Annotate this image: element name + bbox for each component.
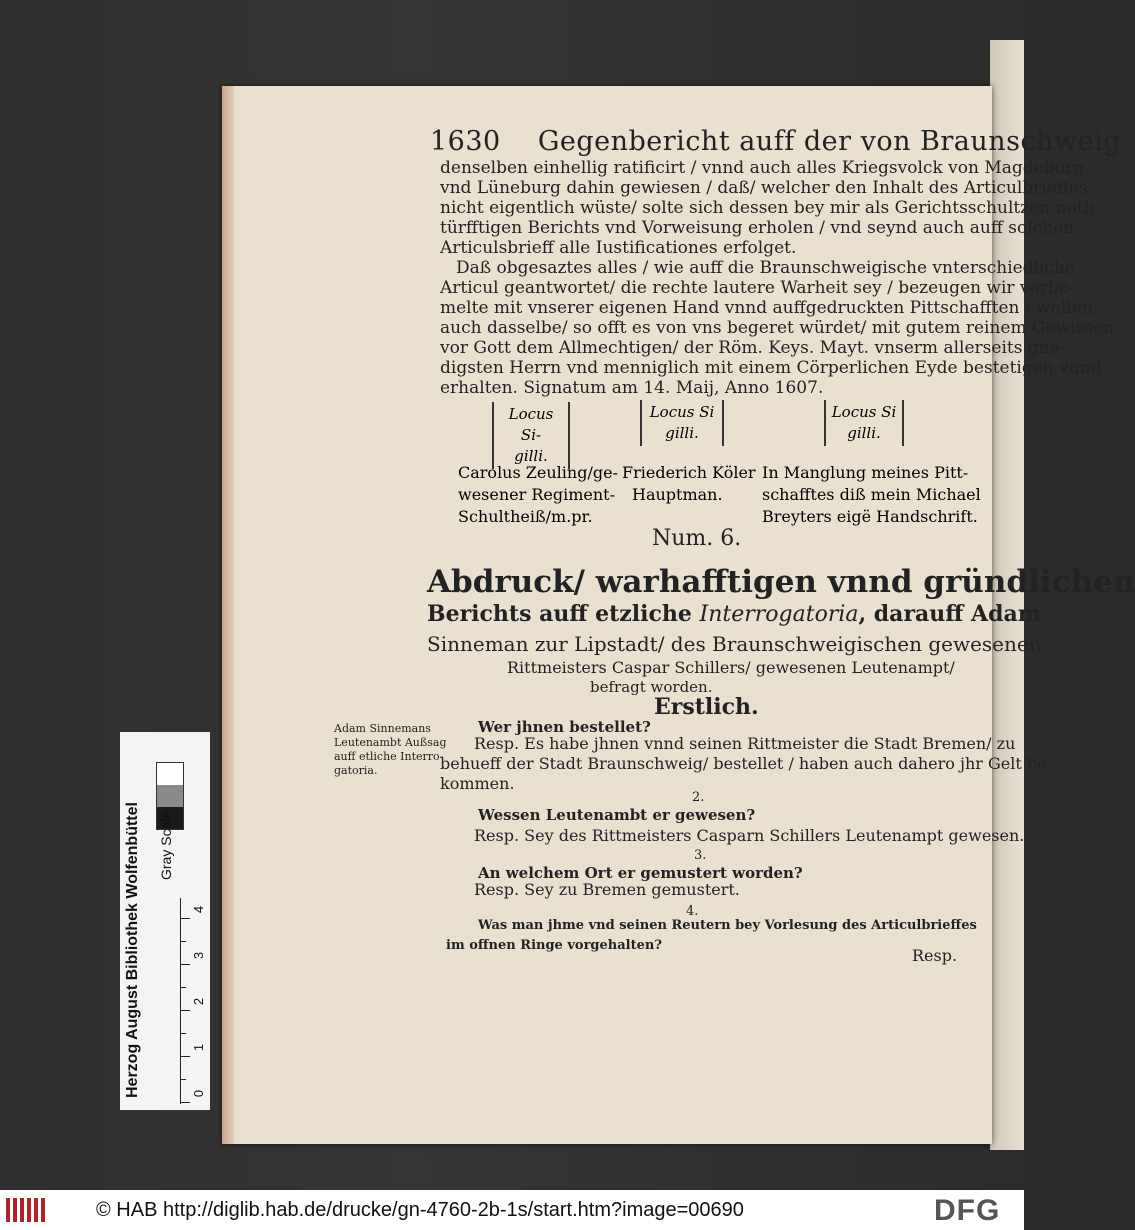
- seal-box: [492, 402, 570, 469]
- ruler-tick: [180, 1010, 190, 1011]
- page-header: [430, 126, 1121, 157]
- section-title: Abdruck/ warhafftigen vnnd gründlichen: [427, 564, 1135, 600]
- signature-line: In Manglung meines Pitt-: [762, 463, 969, 482]
- body-line: nicht eigentlich wüste/ solte sich dessen bey mir als Gerichtsschultzen noth-: [440, 198, 1101, 218]
- seal-text: Locus Si-: [508, 405, 554, 444]
- question-number: 4.: [686, 904, 699, 919]
- page-number: 1630: [430, 126, 501, 157]
- body-line: erhalten. Signatum am 14. Maij, Anno 1607.: [440, 378, 824, 398]
- section-number: Num. 6.: [652, 526, 742, 551]
- seal-box: [824, 400, 904, 446]
- margin-note-line: gatoria.: [334, 764, 378, 777]
- document-page: [222, 86, 1135, 1144]
- ruler-label: 0: [191, 1089, 207, 1098]
- body-line: vor Gott dem Allmechtigen/ der Röm. Keys. Mayt. vnserm allerseits gne-: [440, 338, 1066, 358]
- seal-text: gilli.: [847, 424, 881, 442]
- ruler-tick: [180, 987, 186, 988]
- signature-line: schafftes diß mein Michael: [762, 485, 981, 504]
- section-title-line: [427, 601, 1041, 627]
- ruler-label: 2: [191, 997, 207, 1006]
- swatch-gray: [157, 785, 183, 807]
- ruler: [180, 898, 207, 1104]
- subheading: Erstlich.: [654, 694, 759, 720]
- ruler-label: 3: [191, 951, 207, 960]
- signature-block: [622, 462, 756, 506]
- signature-line: Breyters eigë Handschrift.: [762, 507, 978, 526]
- question: Was man jhme vnd seinen Reutern bey Vorlesung des Articulbrieffes: [478, 918, 977, 933]
- page-binding-edge: [222, 86, 234, 1144]
- signature-line: Hauptman.: [632, 485, 723, 504]
- title-italic: Interrogatoria: [699, 602, 859, 627]
- ruler-tick: [180, 1056, 190, 1057]
- body-line: vnd Lüneburg dahin gewiesen / daß/ welcher den Inhalt des Articulbrieffes: [440, 178, 1088, 198]
- margin-note-line: Leutenambt Außsag: [334, 736, 447, 749]
- seal-text: gilli.: [514, 447, 548, 465]
- answer-line: Resp. Sey zu Bremen gemustert.: [474, 880, 740, 899]
- body-line: Articul geantwortet/ die rechte lautere Warheit sey / bezeugen wir vorbe-: [440, 278, 1075, 298]
- title-text: Berichts auff etzliche: [427, 601, 700, 627]
- body-line: Daß obgesaztes alles / wie auff die Braunschweigische vnterschiedliche: [456, 258, 1075, 278]
- seal-text: Locus Si: [831, 403, 897, 421]
- title-text: , darauff Adam: [858, 601, 1041, 627]
- body-line: melte mit vnserer eigenen Hand vnnd auffgedruckten Pittschafften / wollen: [440, 298, 1093, 318]
- seal-text: gilli.: [665, 424, 699, 442]
- footer-bar: [0, 1190, 1024, 1230]
- body-line: denselben einhellig ratificirt / vnnd auch alles Kriegsvolck von Magdeburg: [440, 158, 1085, 178]
- hab-logo-icon: [6, 1198, 46, 1222]
- section-title-line: Rittmeisters Caspar Schillers/ gewesenen Leutenampt/: [507, 658, 955, 677]
- signature-block: [458, 462, 618, 528]
- signature-block: [762, 462, 981, 528]
- seal-text: Locus Si: [649, 403, 715, 421]
- library-name: Herzog August Bibliothek Wolfenbüttel: [124, 802, 141, 1098]
- answer-line: Resp. Es habe jhnen vnnd seinen Rittmeister die Stadt Bremen/ zu: [474, 734, 1016, 753]
- body-line: türfftigen Berichts vnd Vorweisung erholen / vnd seynd auch auff solchen: [440, 218, 1075, 238]
- ruler-label: 4: [191, 905, 207, 914]
- question: Wer jhnen bestellet?: [478, 718, 651, 736]
- ruler-tick: [180, 918, 190, 919]
- ruler-tick: [180, 1102, 190, 1103]
- answer-line: kommen.: [440, 774, 515, 793]
- copyright-link[interactable]: © HAB http://diglib.hab.de/drucke/gn-4760-2b-1s/start.htm?image=00690: [96, 1199, 744, 1221]
- ruler-tick: [180, 1079, 186, 1080]
- ruler-label: 1: [191, 1043, 207, 1052]
- margin-note-line: Adam Sinnemans: [334, 722, 431, 735]
- question-number: 3.: [694, 848, 707, 863]
- color-calibration-bar: [120, 732, 210, 1110]
- ruler-tick: [180, 964, 190, 965]
- body-line: Articulsbrieff alle Iustificationes erfolget.: [440, 238, 797, 258]
- seal-box: [640, 400, 724, 446]
- ruler-tick: [180, 1033, 186, 1034]
- swatch-white: [157, 763, 183, 785]
- dfg-logo: DFG: [934, 1194, 1001, 1227]
- question: Wessen Leutenambt er gewesen?: [478, 806, 756, 824]
- signature-line: Friederich Köler: [622, 463, 756, 482]
- body-line: digsten Herrn vnd menniglich mit einem Cörperlichen Eyde bestetigen vnnd: [440, 358, 1102, 378]
- running-title: Gegenbericht auff der von Braunschweig: [537, 126, 1122, 157]
- section-title-line: befragt worden.: [590, 678, 713, 696]
- ruler-tick: [180, 941, 186, 942]
- answer-line: behueff der Stadt Braunschweig/ bestellet / haben auch dahero jhr Gelt be-: [440, 754, 1052, 773]
- body-line: auch dasselbe/ so offt es von vns begeret würdet/ mit gutem reinem Gewissen: [440, 318, 1115, 338]
- gray-scale-label: Gray Scale: [158, 810, 174, 880]
- question-number: 2.: [692, 790, 705, 805]
- section-title-line: Sinneman zur Lipstadt/ des Braunschweigischen gewesenen: [427, 632, 1042, 656]
- answer-line: Resp. Sey des Rittmeisters Casparn Schillers Leutenampt gewesen.: [474, 826, 1025, 845]
- signature-line: Carolus Zeuling/ge-: [458, 463, 618, 482]
- question: An welchem Ort er gemustert worden?: [478, 864, 803, 882]
- question: im offnen Ringe vorgehalten?: [446, 938, 662, 953]
- margin-note-line: auff etliche Interro-: [334, 750, 444, 763]
- signature-line: wesener Regiment-: [458, 485, 616, 504]
- signature-line: Schultheiß/m.pr.: [458, 507, 593, 526]
- answer-line: Resp.: [912, 946, 958, 965]
